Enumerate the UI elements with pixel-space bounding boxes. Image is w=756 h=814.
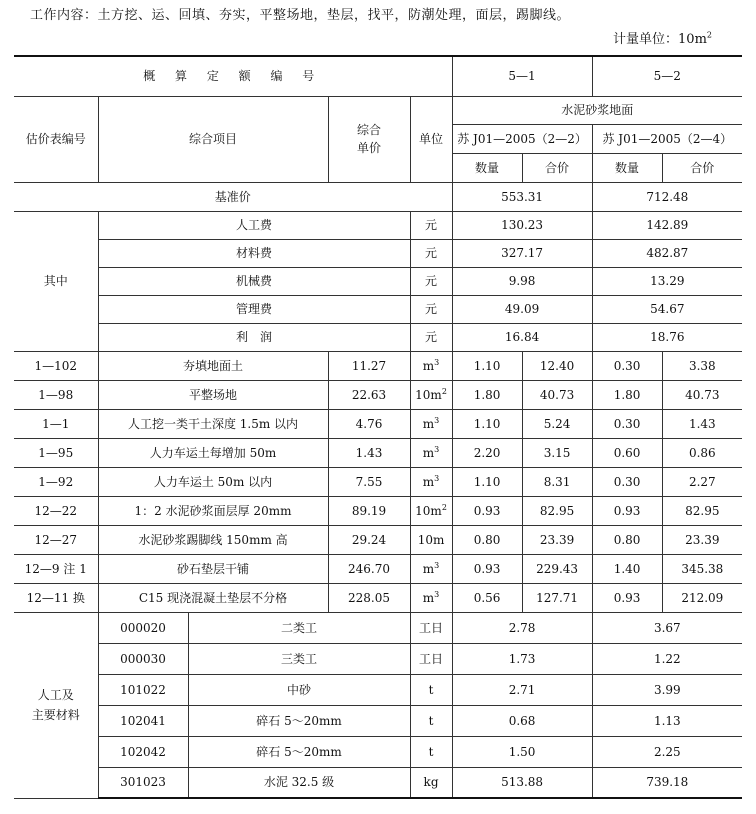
quota-number-label: 概 算 定 额 编 号 xyxy=(14,56,452,96)
item-qty-1: 1.10 xyxy=(452,409,522,438)
material-unit: 工日 xyxy=(410,612,452,643)
material-name: 水泥 32.5 级 xyxy=(188,767,410,798)
work-content: 工作内容：土方挖、运、回填、夯实，平整场地，垫层，找平，防潮处理，面层，踢脚线。 xyxy=(30,8,571,23)
item-qty-1: 0.93 xyxy=(452,554,522,583)
material-value-1: 1.73 xyxy=(452,643,592,674)
item-amount-2: 345.38 xyxy=(662,554,742,583)
material-code: 301023 xyxy=(98,767,188,798)
item-qty-1: 2.20 xyxy=(452,438,522,467)
item-name: 砂石垫层干铺 xyxy=(98,554,328,583)
item-amount-1: 127.71 xyxy=(522,583,592,612)
item-amount-1: 12.40 xyxy=(522,351,592,380)
item-price: 228.05 xyxy=(328,583,410,612)
cost-name: 人工费 xyxy=(98,211,410,239)
material-row xyxy=(14,612,742,643)
item-qty-2: 0.30 xyxy=(592,467,662,496)
item-amount-1: 40.73 xyxy=(522,380,592,409)
unit-text: 10m xyxy=(415,387,442,402)
item-row xyxy=(14,438,742,467)
item-qty-1: 0.56 xyxy=(452,583,522,612)
item-row xyxy=(14,351,742,380)
measure-unit-label: 计量单位： xyxy=(613,32,679,47)
material-code: 101022 xyxy=(98,674,188,705)
item-code: 1—102 xyxy=(14,351,98,380)
item-amount-2: 2.27 xyxy=(662,467,742,496)
cost-value-1: 49.09 xyxy=(452,295,592,323)
amount-header-1: 合价 xyxy=(522,153,592,182)
unit-text: m xyxy=(422,561,435,576)
item-name: 人工挖一类干土深度 1.5m 以内 xyxy=(98,409,328,438)
unit-superscript: 3 xyxy=(434,444,440,454)
item-qty-1: 1.10 xyxy=(452,467,522,496)
material-code: 102042 xyxy=(98,736,188,767)
item-amount-1: 23.39 xyxy=(522,525,592,554)
material-row xyxy=(14,643,742,674)
unit-cell xyxy=(410,525,452,554)
unit-text: m xyxy=(422,590,435,605)
cost-row xyxy=(14,267,742,295)
item-row xyxy=(14,380,742,409)
cost-unit: 元 xyxy=(410,239,452,267)
material-value-1: 1.50 xyxy=(452,736,592,767)
unit-cell xyxy=(410,496,452,525)
quota-number-1: 5—1 xyxy=(452,56,592,96)
item-qty-2: 0.60 xyxy=(592,438,662,467)
item-row xyxy=(14,583,742,612)
standard-1: 苏 J01—2005（2—2） xyxy=(452,124,592,153)
unit-superscript: 3 xyxy=(434,357,440,367)
cost-row xyxy=(14,295,742,323)
col-header-code: 估价表编号 xyxy=(14,96,98,182)
cost-row xyxy=(14,211,742,239)
item-qty-2: 1.40 xyxy=(592,554,662,583)
material-row xyxy=(14,705,742,736)
item-amount-2: 3.38 xyxy=(662,351,742,380)
item-price: 7.55 xyxy=(328,467,410,496)
cost-value-1: 9.98 xyxy=(452,267,592,295)
material-value-1: 2.78 xyxy=(452,612,592,643)
item-qty-1: 1.10 xyxy=(452,351,522,380)
item-qty-1: 1.80 xyxy=(452,380,522,409)
unit-superscript: 3 xyxy=(434,473,440,483)
quota-table xyxy=(14,55,742,799)
material-code: 000030 xyxy=(98,643,188,674)
item-amount-2: 1.43 xyxy=(662,409,742,438)
material-value-1: 0.68 xyxy=(452,705,592,736)
item-row xyxy=(14,554,742,583)
item-amount-2: 0.86 xyxy=(662,438,742,467)
cost-value-2: 482.87 xyxy=(592,239,742,267)
among-label: 其中 xyxy=(14,211,98,351)
cost-unit: 元 xyxy=(410,295,452,323)
quota-number-row xyxy=(14,56,742,96)
item-price: 11.27 xyxy=(328,351,410,380)
material-unit: kg xyxy=(410,767,452,798)
item-price: 29.24 xyxy=(328,525,410,554)
cost-row xyxy=(14,239,742,267)
item-qty-2: 0.30 xyxy=(592,409,662,438)
unit-cell xyxy=(410,380,452,409)
item-name: 夯填地面土 xyxy=(98,351,328,380)
item-row xyxy=(14,467,742,496)
item-row xyxy=(14,496,742,525)
cost-name: 机械费 xyxy=(98,267,410,295)
item-amount-1: 82.95 xyxy=(522,496,592,525)
item-price: 4.76 xyxy=(328,409,410,438)
item-amount-1: 5.24 xyxy=(522,409,592,438)
item-code: 12—22 xyxy=(14,496,98,525)
cost-name: 利 润 xyxy=(98,323,410,351)
unit-cell xyxy=(410,409,452,438)
col-header-item: 综合项目 xyxy=(98,96,328,182)
material-name: 中砂 xyxy=(188,674,410,705)
item-name: C15 现浇混凝土垫层不分格 xyxy=(98,583,328,612)
material-value-1: 2.71 xyxy=(452,674,592,705)
material-section-label xyxy=(14,612,98,798)
unit-text: m xyxy=(422,474,435,489)
item-qty-2: 0.93 xyxy=(592,496,662,525)
material-unit: t xyxy=(410,736,452,767)
qty-header-1: 数量 xyxy=(452,153,522,182)
measure-unit-value: 10m xyxy=(678,32,707,47)
unit-cell xyxy=(410,583,452,612)
item-price: 22.63 xyxy=(328,380,410,409)
unit-text: 10m xyxy=(415,503,442,518)
item-name: 平整场地 xyxy=(98,380,328,409)
item-price: 246.70 xyxy=(328,554,410,583)
material-row xyxy=(14,736,742,767)
cost-value-1: 130.23 xyxy=(452,211,592,239)
standard-2: 苏 J01—2005（2—4） xyxy=(592,124,742,153)
unit-cell xyxy=(410,351,452,380)
item-qty-1: 0.93 xyxy=(452,496,522,525)
item-row xyxy=(14,409,742,438)
quota-number-2: 5—2 xyxy=(592,56,742,96)
item-code: 1—95 xyxy=(14,438,98,467)
header-row-1 xyxy=(14,96,742,124)
item-qty-2: 1.80 xyxy=(592,380,662,409)
base-price-label: 基准价 xyxy=(14,182,452,211)
item-code: 12—11 换 xyxy=(14,583,98,612)
item-price: 1.43 xyxy=(328,438,410,467)
qty-header-2: 数量 xyxy=(592,153,662,182)
base-price-1: 553.31 xyxy=(452,182,592,211)
unit-superscript: 2 xyxy=(441,386,447,396)
item-qty-1: 0.80 xyxy=(452,525,522,554)
unit-superscript: 3 xyxy=(434,560,440,570)
unit-superscript: 2 xyxy=(441,502,447,512)
material-value-2: 739.18 xyxy=(592,767,742,798)
cost-value-2: 142.89 xyxy=(592,211,742,239)
item-amount-2: 40.73 xyxy=(662,380,742,409)
unit-cell xyxy=(410,438,452,467)
unit-text: m xyxy=(422,445,435,460)
col-header-unit: 单位 xyxy=(410,96,452,182)
item-name: 1：2 水泥砂浆面层厚 20mm xyxy=(98,496,328,525)
item-code: 1—1 xyxy=(14,409,98,438)
base-price-row xyxy=(14,182,742,211)
material-unit: t xyxy=(410,705,452,736)
item-amount-1: 3.15 xyxy=(522,438,592,467)
material-unit: t xyxy=(410,674,452,705)
cost-name: 管理费 xyxy=(98,295,410,323)
item-code: 12—27 xyxy=(14,525,98,554)
measure-unit xyxy=(613,28,712,47)
cost-value-1: 327.17 xyxy=(452,239,592,267)
material-code: 000020 xyxy=(98,612,188,643)
item-amount-1: 229.43 xyxy=(522,554,592,583)
cost-name: 材料费 xyxy=(98,239,410,267)
item-amount-1: 8.31 xyxy=(522,467,592,496)
item-row xyxy=(14,525,742,554)
material-code: 102041 xyxy=(98,705,188,736)
material-unit: 工日 xyxy=(410,643,452,674)
unit-superscript: 3 xyxy=(434,415,440,425)
material-row xyxy=(14,674,742,705)
material-value-1: 513.88 xyxy=(452,767,592,798)
material-value-2: 3.99 xyxy=(592,674,742,705)
measure-unit-sup: 2 xyxy=(706,30,712,40)
material-value-2: 1.13 xyxy=(592,705,742,736)
item-amount-2: 82.95 xyxy=(662,496,742,525)
unit-text: m xyxy=(422,416,435,431)
unit-text: 10m xyxy=(417,532,445,547)
material-value-2: 2.25 xyxy=(592,736,742,767)
cost-unit: 元 xyxy=(410,267,452,295)
material-value-2: 1.22 xyxy=(592,643,742,674)
base-price-2: 712.48 xyxy=(592,182,742,211)
item-code: 1—98 xyxy=(14,380,98,409)
cost-value-2: 13.29 xyxy=(592,267,742,295)
unit-superscript: 3 xyxy=(434,589,440,599)
item-code: 1—92 xyxy=(14,467,98,496)
unit-cell xyxy=(410,554,452,583)
material-name: 碎石 5～20mm xyxy=(188,736,410,767)
cost-value-1: 16.84 xyxy=(452,323,592,351)
material-label-line-2: 主要材料 xyxy=(31,708,80,722)
material-name: 碎石 5～20mm xyxy=(188,705,410,736)
cost-unit: 元 xyxy=(410,211,452,239)
amount-header-2: 合价 xyxy=(662,153,742,182)
item-name: 水泥砂浆踢脚线 150mm 高 xyxy=(98,525,328,554)
col-header-price: 综合单价 xyxy=(328,96,410,182)
cost-row xyxy=(14,323,742,351)
item-name: 人力车运土每增加 50m xyxy=(98,438,328,467)
material-name: 三类工 xyxy=(188,643,410,674)
unit-cell xyxy=(410,467,452,496)
item-qty-2: 0.80 xyxy=(592,525,662,554)
item-amount-2: 212.09 xyxy=(662,583,742,612)
item-code: 12—9 注 1 xyxy=(14,554,98,583)
material-name: 二类工 xyxy=(188,612,410,643)
group-header: 水泥砂浆地面 xyxy=(452,96,742,124)
item-qty-2: 0.30 xyxy=(592,351,662,380)
item-amount-2: 23.39 xyxy=(662,525,742,554)
cost-value-2: 54.67 xyxy=(592,295,742,323)
cost-unit: 元 xyxy=(410,323,452,351)
item-name: 人力车运土 50m 以内 xyxy=(98,467,328,496)
cost-value-2: 18.76 xyxy=(592,323,742,351)
item-qty-2: 0.93 xyxy=(592,583,662,612)
unit-text: m xyxy=(422,358,435,373)
material-label-line-1: 人工及 xyxy=(37,688,74,702)
material-row xyxy=(14,767,742,798)
item-price: 89.19 xyxy=(328,496,410,525)
material-value-2: 3.67 xyxy=(592,612,742,643)
